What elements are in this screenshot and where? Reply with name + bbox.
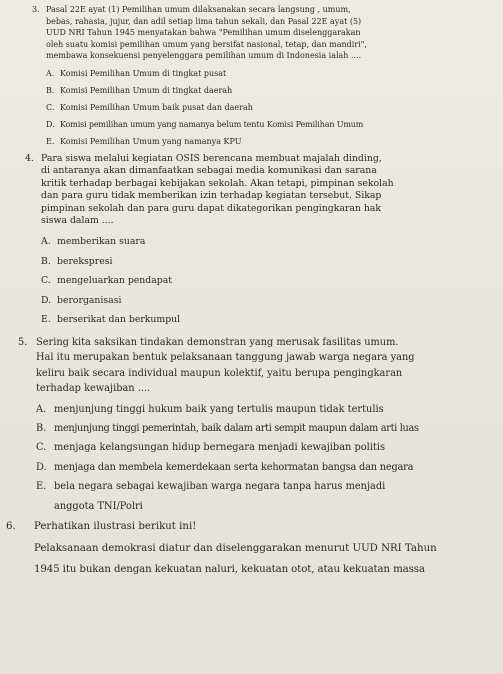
question-body [46,4,496,150]
question-text-line: Pasal 22E ayat (1) Pemilihan umum dilaksanakan secara langsung , umum, [46,5,351,14]
answer-option-d[interactable] [36,458,497,477]
question-prompt: Perhatikan ilustrasi berikut ini! [34,521,197,533]
answer-option-c[interactable] [36,438,497,457]
question-text-line: terhadap kewajiban .... [36,383,151,395]
illustration-text-line: Pelaksanaan demokrasi diatur dan diselenggarakan menurut UUD NRI Tahun [34,543,437,555]
answer-option-a[interactable] [36,400,497,419]
answer-options [46,65,496,150]
question-text-line: Hal itu merupakan bentuk pelaksanaan tanggung jawab warga negara yang [36,352,415,364]
question-body [34,516,498,580]
question-body [36,335,497,516]
option-text: menjunjung tinggi pemerintah, baik dalam arti sempit maupun dalam arti luas [54,423,419,435]
option-text: menjaga kelangsungan hidup bernegara menjadi kewajiban politis [54,442,385,454]
option-text-line: anggota TNI/Polri [54,500,143,512]
answer-option-e[interactable] [46,133,496,150]
option-text: menjaga dan membela kemerdekaan serta kehormatan bangsa dan negara [54,461,414,473]
question-number: 5. [18,337,28,349]
answer-options [41,232,495,330]
question-4 [25,153,495,331]
option-text-line: bela negara sebagai kewajiban warga negara tanpa harus menjadi [54,481,386,493]
option-letter: B. [41,255,51,267]
question-text-line: dan para guru tidak memberikan izin terhadap kegiatan tersebut. Sikap [41,190,382,202]
option-letter: D. [46,119,55,129]
answer-option-d[interactable] [46,116,496,133]
option-letter: C. [41,275,51,287]
option-letter: D. [36,461,47,473]
question-text-line: pimpinan sekolah dan para guru dapat dikategorikan pengingkaran hak [41,202,381,214]
question-text-line: Sering kita saksikan tindakan demonstran yang merusak fasilitas umum. [36,337,399,349]
illustration-text-line: 1945 itu bukan dengan kekuatan naluri, kekuatan otot, atau kekuatan massa [34,564,425,576]
answer-option-a[interactable] [41,232,495,252]
option-letter: E. [36,481,47,493]
option-letter: B. [36,423,47,435]
answer-option-d[interactable] [41,291,495,311]
option-text: Komisi Pemilihan Umum yang namanya KPU [60,136,242,146]
answer-option-b[interactable] [41,252,495,272]
question-text-line: siswa dalam .... [41,215,114,227]
answer-option-c[interactable] [46,99,496,116]
question-text-line: UUD NRI Tahun 1945 menyatakan bahwa "Pemilihan umum diselenggarakan [46,28,361,37]
answer-option-e[interactable] [36,477,497,516]
option-text: berorganisasi [57,294,122,306]
option-letter: A. [46,68,55,78]
option-text: mengeluarkan pendapat [57,275,172,287]
option-text: Komisi pemilihan umum yang namanya belum tentu Komisi Pemilihan Umum [60,119,364,129]
answer-option-c[interactable] [41,271,495,291]
option-letter: E. [46,136,55,146]
option-text: Komisi Pemilihan Umum di tingkat pusat [60,68,227,78]
option-text: berekspresi [57,255,113,267]
option-text: memberikan suara [57,236,146,248]
question-text-line: keliru baik secara individual maupun kolektif, yaitu berupa pengingkaran [36,367,403,379]
question-6 [6,516,498,580]
question-3 [32,4,496,150]
question-5 [18,335,497,516]
option-letter: C. [36,442,47,454]
illustration-text [34,538,498,580]
answer-option-b[interactable] [46,82,496,99]
answer-options [36,400,497,516]
option-text [54,477,497,516]
question-number: 4. [25,152,34,164]
question-text-line: oleh suatu komisi pemilihan umum yang bersifat nasional, tetap, dan mandiri", [46,39,367,49]
answer-option-a[interactable] [46,65,496,82]
answer-option-b[interactable] [36,419,497,438]
question-text-line: bebas, rahasia, jujur, dan adil setiap lima tahun sekali, dan Pasal 22E ayat (5) [46,16,362,26]
question-number: 3. [32,5,40,14]
answer-option-e[interactable] [41,310,495,330]
question-text-line: di antaranya akan dimanfaatkan sebagai media komunikasi dan sarana [41,165,377,177]
question-body [41,153,495,331]
option-letter: A. [36,403,47,415]
option-letter: C. [46,102,55,112]
option-text: berserikat dan berkumpul [57,314,181,326]
question-number: 6. [6,521,16,533]
option-text: menjunjung tinggi hukum baik yang tertulis maupun tidak tertulis [54,403,384,415]
option-letter: B. [46,85,55,95]
option-letter: E. [41,314,51,326]
option-letter: A. [41,236,51,248]
question-text-line: kritik terhadap berbagai kebijakan sekolah. Akan tetapi, pimpinan sekolah [41,177,394,189]
option-text: Komisi Pemilihan Umum di tingkat daerah [60,85,233,95]
option-letter: D. [41,294,52,306]
option-text: Komisi Pemilihan Umum baik pusat dan daerah [60,102,253,112]
question-text-line: Para siswa melalui kegiatan OSIS berencana membuat majalah dinding, [41,152,382,164]
question-text-line: membawa konsekuensi penyelenggara pemilihan umum di Indonesia ialah .... [46,51,362,60]
